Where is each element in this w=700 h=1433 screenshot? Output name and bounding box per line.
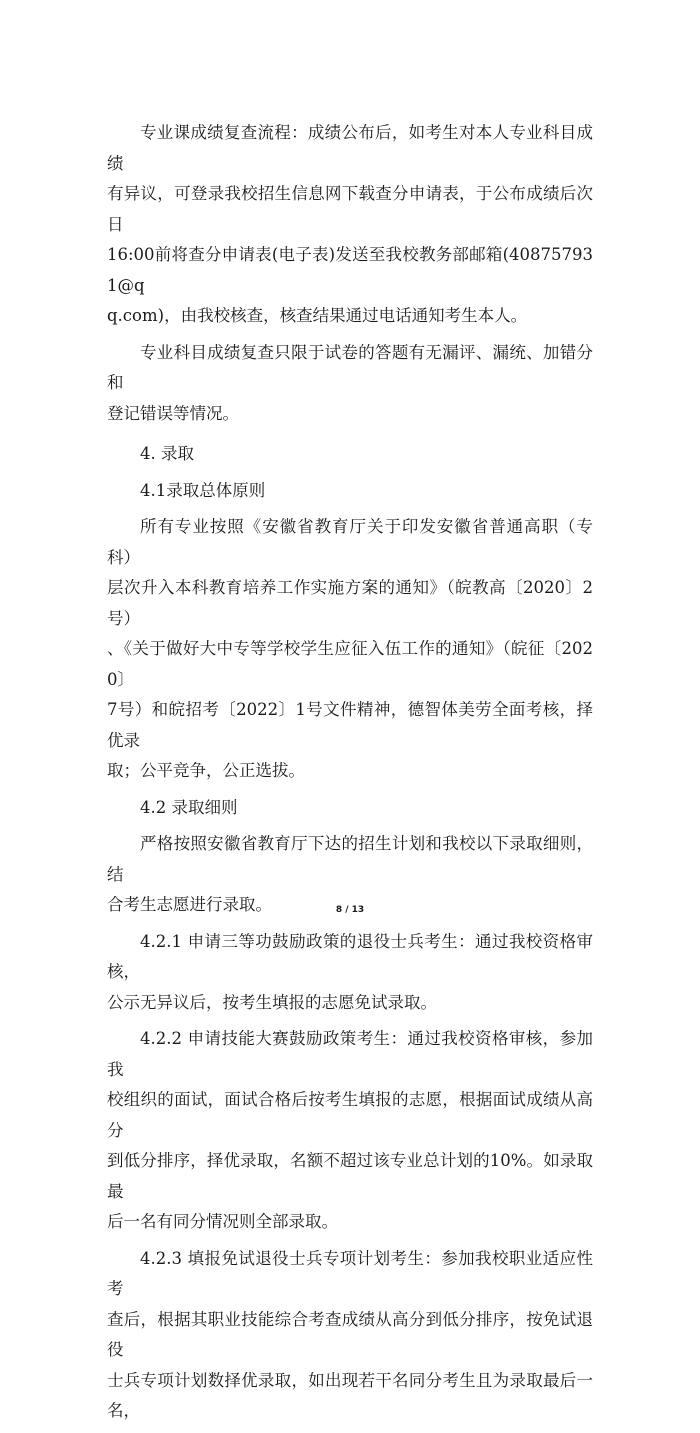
text-line: 严格按照安徽省教育厅下达的招生计划和我校以下录取细则，结 xyxy=(107,834,593,884)
text-line: 登记错误等情况。 xyxy=(107,403,239,423)
section-heading-4-1 xyxy=(107,476,593,507)
heading-text: 4.1录取总体原则 xyxy=(140,480,266,500)
document-body xyxy=(107,118,593,1433)
text-line: 校组织的面试，面试合格后按考生填报的志愿，根据面试成绩从高分 xyxy=(107,1090,593,1140)
text-line: 所有专业按照《安徽省教育厅关于印发安徽省普通高职（专科） xyxy=(107,517,593,567)
text-line: 、《关于做好大中专等学校学生应征入伍工作的通知》（皖征〔2020〕 xyxy=(107,639,593,689)
text-line: 后一名有同分情况则全部录取。 xyxy=(107,1212,338,1231)
text-line: 合考生志愿进行录取。 xyxy=(107,895,272,914)
paragraph-rule-4-2-2 xyxy=(107,1024,593,1238)
paragraph-rule-4-2-3 xyxy=(107,1244,593,1427)
paragraph-principle xyxy=(107,512,593,787)
text-line: q.com)，由我校核查，核查结果通过电话通知考生本人。 xyxy=(107,306,528,325)
text-line: 16:00前将查分申请表(电子表)发送至我校教务部邮箱(408757931@q xyxy=(107,245,593,295)
paragraph-rule-4-2-1 xyxy=(107,927,593,1019)
heading-text: 4. 录取 xyxy=(140,444,194,463)
section-heading-4 xyxy=(107,439,593,470)
paragraph-review-process xyxy=(107,118,593,332)
text-line: 士兵专项计划数择优录取，如出现若干名同分考生且为录取最后一名， xyxy=(107,1370,593,1420)
section-heading-4-2 xyxy=(107,793,593,824)
text-line: 专业科目成绩复查只限于试卷的答题有无漏评、漏统、加错分和 xyxy=(107,342,593,392)
text-line: 专业课成绩复查流程：成绩公布后，如考生对本人专业科目成绩 xyxy=(107,123,593,173)
text-line: 到低分排序，择优录取，名额不超过该专业总计划的10%。如录取最 xyxy=(107,1151,593,1201)
page-number: 8 / 13 xyxy=(335,905,365,915)
paragraph-review-scope xyxy=(107,338,593,430)
text-line: 取；公平竞争，公正选拔。 xyxy=(107,761,305,780)
text-line: 4.2.1 申请三等功鼓励政策的退役士兵考生：通过我校资格审核， xyxy=(107,931,593,981)
text-line: 有异议，可登录我校招生信息网下载查分申请表，于公布成绩后次日 xyxy=(107,184,593,234)
heading-text: 4.2 录取细则 xyxy=(140,797,238,817)
text-line: 层次升入本科教育培养工作实施方案的通知》（皖教高〔2020〕2号） xyxy=(107,578,593,628)
text-line: 公示无异议后，按考生填报的志愿免试录取。 xyxy=(107,992,437,1012)
text-line: 查后，根据其职业技能综合考查成绩从高分到低分排序，按免试退役 xyxy=(107,1309,593,1359)
text-line: 4.2.2 申请技能大赛鼓励政策考生：通过我校资格审核，参加我 xyxy=(107,1029,593,1079)
text-line: 7号）和皖招考〔2022〕1号文件精神，德智体美劳全面考核，择优录 xyxy=(107,700,593,750)
text-line: 4.2.3 填报免试退役士兵专项计划考生：参加我校职业适应性考 xyxy=(107,1248,593,1298)
